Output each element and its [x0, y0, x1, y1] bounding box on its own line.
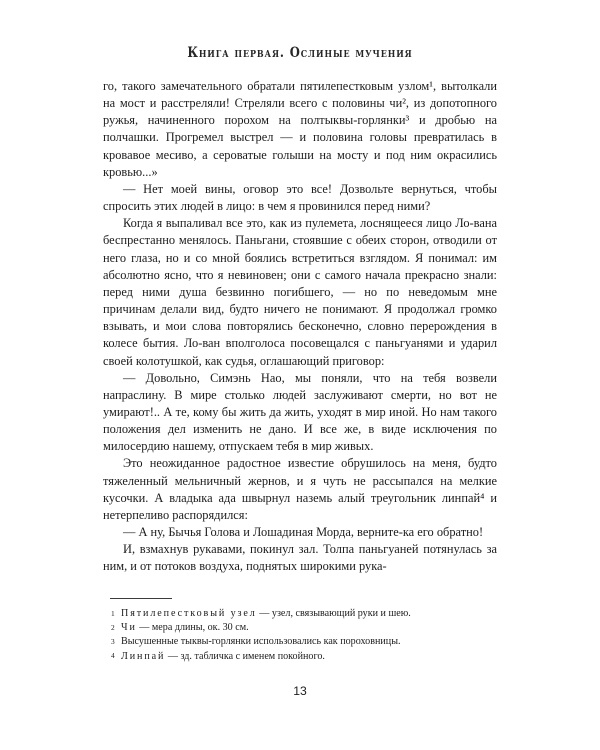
footnote-term: Пятилепестковый узел	[121, 608, 257, 619]
paragraph: — А ну, Бычья Голова и Лошадиная Морда, верните-ка его обратно!	[123, 525, 484, 540]
footnote-marker: 1	[111, 608, 115, 618]
running-head: Книга первая. Ослиные мучения	[187, 44, 413, 61]
footnote-list	[103, 607, 497, 664]
paragraph: Это неожиданное радостное известие обрушилось на меня, будто тяжеленный мельничный жернов, и я чуть не рассыпался на мелкие кусочки. А владыка ада швырнул наземь алый треугольник линпай⁴ и нетерпеливо распорядился:	[103, 456, 497, 522]
footnote-text: Высушенные тыквы-горлянки использовались как пороховницы.	[121, 636, 401, 648]
footnote-text: — узел, связывающий руки и шею.	[256, 608, 411, 619]
footnote-item	[103, 607, 497, 621]
footnote-term: Линпай	[121, 650, 166, 662]
footnote-item	[103, 650, 497, 664]
paragraph: И, взмахнув рукавами, покинул зал. Толпа паньгуаней потянулась за ним, и от потоков воздуха, поднятых широкими рука-	[103, 542, 497, 574]
body-text-block	[103, 78, 497, 576]
footnote-marker: 4	[111, 651, 115, 661]
footnote-term: Чи	[121, 622, 137, 634]
footnote-separator-rule	[110, 598, 172, 599]
footnote-text: — мера длины, ок. 30 см.	[136, 622, 249, 634]
footnote-zone	[103, 598, 497, 664]
footnote-item	[103, 621, 497, 635]
paragraph: Когда я выпаливал все это, как из пулемета, лоснящееся лицо Ло-вана беспрестанно менялось. Паньгани, стоявшие с обеих сторон, отводили от него глаза, но и со мной боялись встретиться взглядом. Я понимал: им абсолютно ясно, что я невиновен; они с самого начала прекрасно знали: перед ними душа безвинно погибшего, — но по неведомым мне причинам делали вид, будто ничего не понимают. Я продолжал громко взывать, и мои слова повторялись бесконечно, словно перерождения в колесе бытия. Ло-ван вполголоса посовещался с паньгуанями и ударил своей колотушкой, как судья, оглашающий приговор:	[103, 216, 497, 368]
paragraph: — Нет моей вины, оговор это все! Дозвольте вернуться, чтобы спросить этих людей в лицо: в чем я провинился перед ними?	[103, 181, 497, 214]
footnote-item	[103, 635, 497, 649]
paragraph: — Довольно, Симэнь Нао, мы поняли, что на тебя возвели напраслину. В мире столько людей заслуживают смерти, но вот не умирают!.. А те, кому бы жить да жить, уходят в мир иной. Но нам такого положения дел изменить не дано. И все же, в виде исключения по милосердию нашему, отпускаем тебя в мир живых.	[103, 370, 497, 454]
page-number: 13	[293, 684, 307, 698]
paragraph: го, такого замечательного обратали пятилепестковым узлом¹, вытолкали на мост и расстреляли! Стреляли всего с половины чи², из допотопного ружья, начиненного порохом на полтыквы-горлянки³ и дробью на полчашки. Прогремел выстрел — и половина головы превратилась в кровавое месиво, а сероватые голыши на мосту и под ним окрасились кровью...»	[103, 79, 497, 179]
footnote-marker: 3	[111, 636, 115, 646]
footnote-marker: 2	[111, 622, 115, 632]
footnote-text: — зд. табличка с именем покойного.	[165, 650, 325, 662]
